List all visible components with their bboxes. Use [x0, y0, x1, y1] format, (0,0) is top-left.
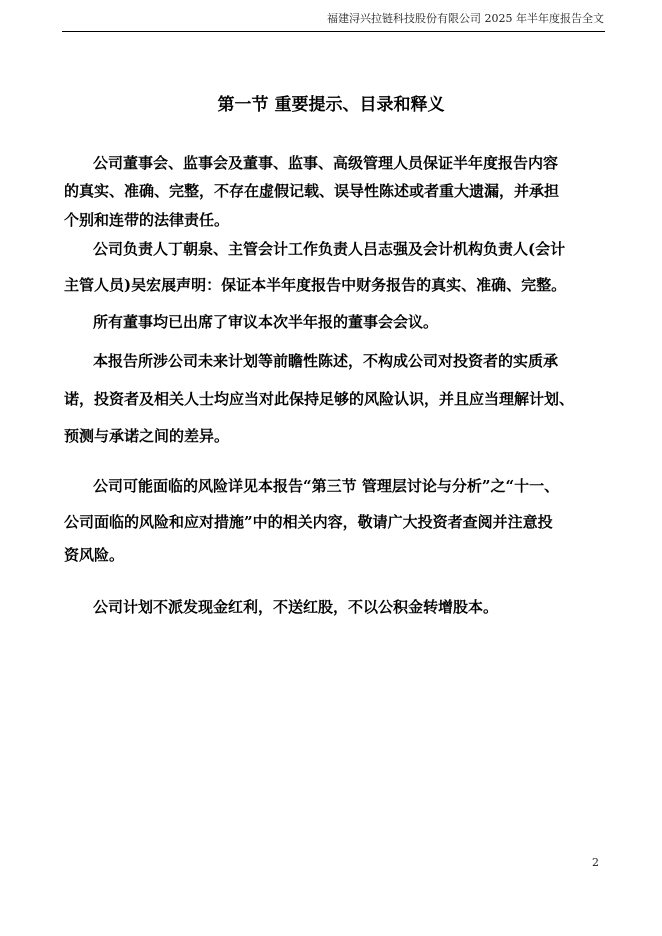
- section-title: 第一节 重要提示、目录和释义: [217, 95, 445, 115]
- paragraph-4-line-3: 预测与承诺之间的差异。: [64, 427, 230, 445]
- running-header: 福建浔兴拉链科技股份有限公司 2025 年半年度报告全文: [327, 12, 604, 25]
- paragraph-6-line-1: 公司计划不派发现金红利，不送红股，不以公积金转增股本。: [93, 598, 499, 616]
- paragraph-1-line-2: 的真实、准确、完整，不存在虚假记载、误导性陈述或者重大遗漏，并承担: [64, 182, 560, 200]
- paragraph-5-line-2: 公司面临的风险和应对措施”中的相关内容，敬请广大投资者查阅并注意投: [64, 513, 553, 531]
- paragraph-1-line-1: 公司董事会、监事会及董事、监事、高级管理人员保证半年度报告内容: [93, 154, 559, 172]
- page-number: 2: [592, 856, 599, 869]
- paragraph-5-line-3: 资风险。: [64, 546, 125, 564]
- paragraph-1-line-3: 个别和连带的法律责任。: [64, 211, 230, 229]
- paragraph-4-line-2: 诺，投资者及相关人士均应当对此保持足够的风险认识，并且应当理解计划、: [64, 390, 575, 408]
- paragraph-4-line-1: 本报告所涉公司未来计划等前瞻性陈述，不构成公司对投资者的实质承: [93, 352, 559, 370]
- paragraph-2-line-1: 公司负责人丁朝泉、主管会计工作负责人吕志强及会计机构负责人(会计: [93, 240, 566, 258]
- paragraph-3-line-1: 所有董事均已出席了审议本次半年报的董事会会议。: [93, 313, 439, 331]
- header-rule: [62, 31, 605, 32]
- paragraph-2-line-2: 主管人员)吴宏展声明：保证本半年度报告中财务报告的真实、准确、完整。: [64, 276, 567, 294]
- paragraph-5-line-1: 公司可能面临的风险详见本报告“第三节 管理层讨论与分析”之“十一、: [93, 477, 560, 495]
